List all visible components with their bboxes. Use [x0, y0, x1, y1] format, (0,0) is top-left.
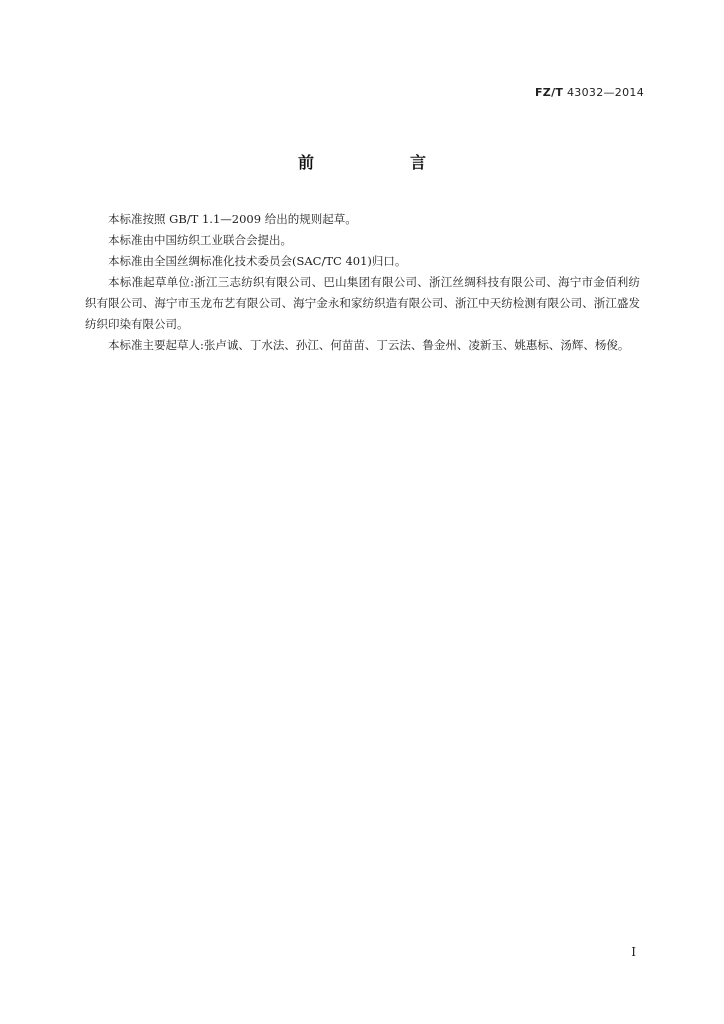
standard-code: FZ/T — [534, 86, 564, 99]
page-title: 前 言 — [297, 153, 466, 172]
standard-number-header — [535, 86, 644, 99]
paragraph-drafting-rules: 本标准按照 GB/T 1.1—2009 给出的规则起草。 — [108, 212, 357, 226]
page-number: I — [631, 945, 636, 959]
standard-number: 43032—2014 — [567, 86, 644, 99]
foreword-body — [85, 209, 640, 356]
paragraph-drafters: 本标准主要起草人:张卢诚、丁水法、孙江、何苗苗、丁云法、鲁金州、凌新玉、姚惠标、汤辉、杨俊。 — [108, 338, 630, 352]
paragraph-proposer: 本标准由中国纺织工业联合会提出。 — [108, 233, 292, 247]
paragraph-drafting-units: 本标准起草单位:浙江三志纺织有限公司、巴山集团有限公司、浙江丝绸科技有限公司、海宁市金佰利纺织有限公司、海宁市玉龙布艺有限公司、海宁金永和家纺织造有限公司、浙江中天纺检测有限公司、浙江盛发纺织印染有限公司。 — [85, 275, 640, 331]
paragraph-technical-committee: 本标准由全国丝绸标准化技术委员会(SAC/TC 401)归口。 — [108, 254, 407, 268]
